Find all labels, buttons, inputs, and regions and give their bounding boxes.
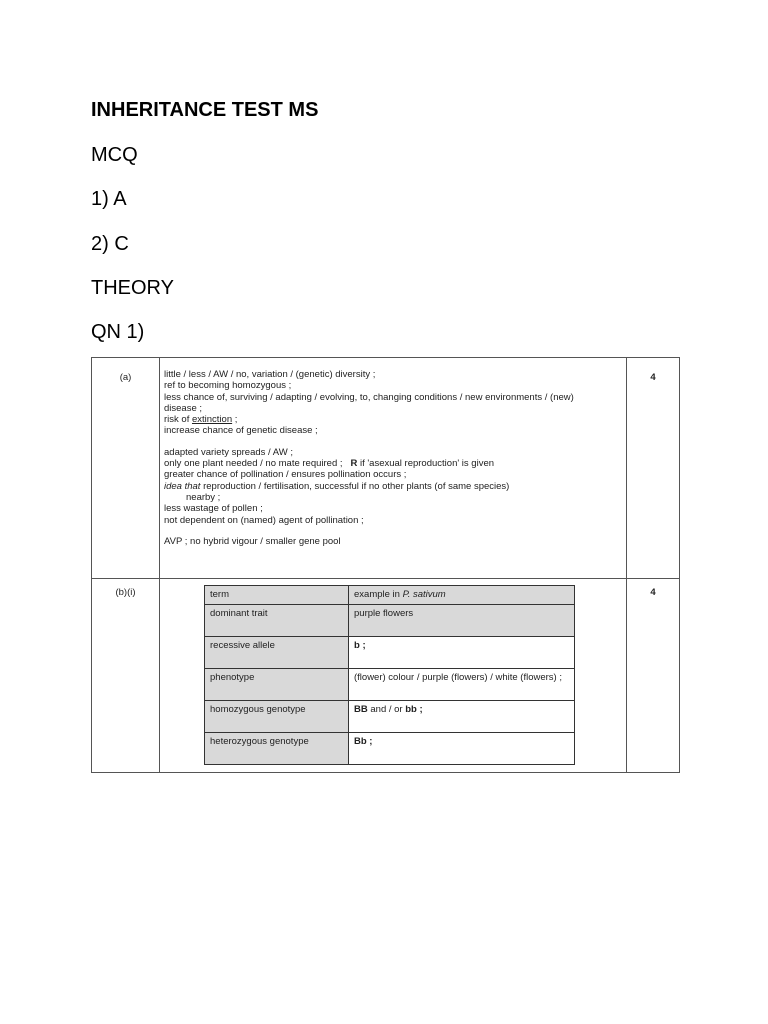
answer-line: greater chance of pollination / ensures pollination occurs ; [164, 469, 407, 481]
table-row [205, 637, 575, 669]
part-b-answers [160, 579, 627, 773]
terms-table-header [205, 586, 575, 605]
header-example-prefix: example in [354, 589, 400, 600]
answer-line: less chance of, surviving / adapting / evolving, to, changing conditions / new environments / (new) [164, 391, 574, 403]
answer-line: nearby ; [186, 491, 221, 503]
header-species: P. sativum [402, 589, 446, 600]
marks-value: 4 [627, 358, 680, 579]
header-example [349, 586, 575, 605]
term-cell: phenotype [205, 669, 349, 701]
section-mcq: MCQ [91, 144, 138, 166]
genotype-end: ; [419, 704, 423, 715]
answer-line: AVP ; no hybrid vigour / smaller gene pool [164, 535, 341, 547]
answer-2: 2) C [91, 233, 129, 255]
term-cell: recessive allele [205, 637, 349, 669]
table-row [205, 701, 575, 733]
question-1-heading: QN 1) [91, 321, 145, 343]
mark-scheme-row-a [92, 358, 680, 579]
part-label: (a) [92, 358, 160, 579]
part-label: (b)(i) [92, 579, 160, 773]
genotype-bold: BB [354, 704, 368, 715]
genotype-connector: and / or [370, 704, 403, 715]
marks-value: 4 [627, 579, 680, 773]
section-theory: THEORY [91, 277, 174, 299]
table-row [205, 605, 575, 637]
example-cell: Bb ; [349, 733, 575, 765]
mark-scheme-table [91, 357, 680, 773]
terms-table [204, 585, 575, 765]
term-cell: homozygous genotype [205, 701, 349, 733]
underlined-term: extinction [191, 414, 233, 426]
term-cell: dominant trait [205, 605, 349, 637]
reject-marker: R [350, 458, 358, 470]
table-row [205, 733, 575, 765]
part-a-answers [160, 358, 627, 579]
page-title: INHERITANCE TEST MS [91, 99, 319, 121]
answer-line: little / less / AW / no, variation / (genetic) diversity ; [164, 369, 376, 380]
answer-line: less wastage of pollen ; [164, 503, 263, 515]
answer-line [164, 481, 622, 492]
answer-text: only one plant needed / no mate required ; [164, 458, 343, 470]
answer-line: not dependent on (named) agent of pollination ; [164, 514, 364, 526]
answer-line: risk of extinction ; [164, 414, 238, 426]
idea-marker: idea that [164, 480, 201, 492]
reject-note: if 'asexual reproduction' is given [359, 458, 495, 470]
table-row [205, 669, 575, 701]
answer-line: ref to becoming homozygous ; [164, 380, 292, 392]
answer-line: disease ; [164, 402, 203, 414]
answer-line [164, 458, 622, 469]
example-cell: (flower) colour / purple (flowers) / white (flowers) ; [349, 669, 575, 701]
mark-scheme-row-b [92, 579, 680, 773]
term-cell: heterozygous genotype [205, 733, 349, 765]
answer-text: reproduction / fertilisation, successful if no other plants (of same species) [203, 480, 510, 492]
example-cell: purple flowers [349, 605, 575, 637]
genotype-bold: bb [405, 704, 417, 715]
header-term: term [205, 586, 349, 605]
example-cell: b ; [349, 637, 575, 669]
answer-1: 1) A [91, 188, 127, 210]
answer-line: adapted variety spreads / AW ; [164, 446, 294, 458]
example-cell [349, 701, 575, 733]
answer-line: increase chance of genetic disease ; [164, 425, 318, 437]
